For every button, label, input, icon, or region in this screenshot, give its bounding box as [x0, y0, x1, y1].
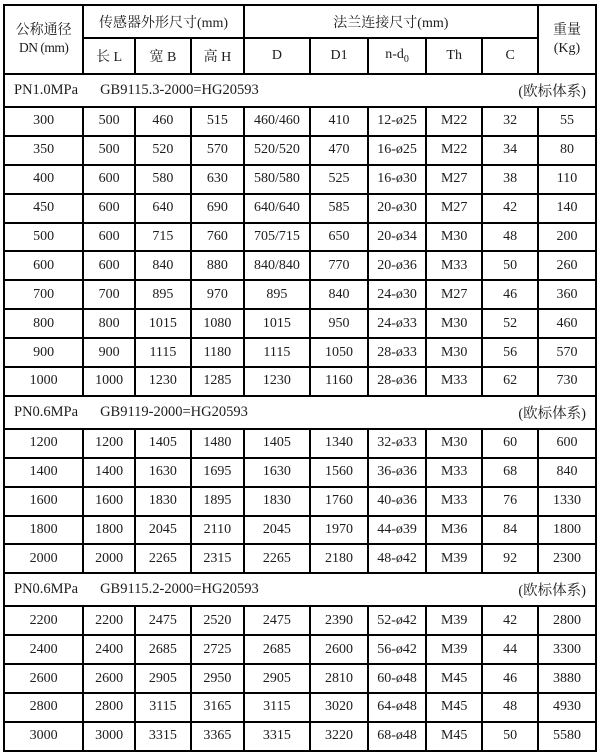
th-cell: M30: [426, 338, 482, 367]
th-cell: M45: [426, 664, 482, 693]
bolt-holes-prefix: n-d: [385, 47, 404, 63]
dn-cell: 500: [4, 223, 83, 252]
d1-cell: 2390: [310, 606, 368, 635]
dn-cell: 1400: [4, 458, 83, 487]
bolt-holes-cell: 20-ø30: [368, 194, 426, 223]
bolt-holes-cell: 20-ø36: [368, 251, 426, 280]
weight-cell: 1800: [538, 516, 596, 545]
d-cell: 3315: [244, 722, 310, 751]
c-cell: 50: [482, 251, 538, 280]
length-cell: 700: [83, 280, 135, 309]
height-cell: 2950: [191, 664, 244, 693]
c-cell: 76: [482, 487, 538, 516]
th-cell: M30: [426, 429, 482, 458]
bolt-holes-cell: 16-ø30: [368, 165, 426, 194]
dn-cell: 700: [4, 280, 83, 309]
d1-cell: 1970: [310, 516, 368, 545]
dn-cell: 2800: [4, 693, 83, 722]
pressure-rating: PN0.6MPa: [14, 403, 79, 420]
d1-cell: 1160: [310, 367, 368, 396]
col-header-c: C: [482, 38, 538, 74]
height-cell: 760: [191, 223, 244, 252]
th-cell: M22: [426, 107, 482, 136]
d1-cell: 1760: [310, 487, 368, 516]
section-header: [5, 402, 595, 423]
table-row: [4, 136, 596, 165]
height-cell: 690: [191, 194, 244, 223]
th-cell: M39: [426, 544, 482, 573]
width-cell: 2045: [135, 516, 191, 545]
width-cell: 2265: [135, 544, 191, 573]
d1-cell: 410: [310, 107, 368, 136]
d1-cell: 650: [310, 223, 368, 252]
d1-cell: 770: [310, 251, 368, 280]
col-header-height: 高 H: [191, 38, 244, 74]
bolt-holes-cell: 40-ø36: [368, 487, 426, 516]
weight-cell: 460: [538, 309, 596, 338]
standard-system: (欧标体系): [518, 84, 586, 100]
height-cell: 880: [191, 251, 244, 280]
bolt-holes-cell: 24-ø30: [368, 280, 426, 309]
d1-cell: 525: [310, 165, 368, 194]
table-body: [4, 74, 596, 751]
dn-cell: 1600: [4, 487, 83, 516]
table-row: [4, 223, 596, 252]
length-cell: 2600: [83, 664, 135, 693]
section-header-cell: [4, 396, 596, 429]
col-header-d: D: [244, 38, 310, 74]
height-cell: 630: [191, 165, 244, 194]
d-cell: 3115: [244, 693, 310, 722]
d-cell: 640/640: [244, 194, 310, 223]
width-cell: 460: [135, 107, 191, 136]
dn-cell: 800: [4, 309, 83, 338]
length-cell: 600: [83, 223, 135, 252]
section-row: [4, 396, 596, 429]
width-cell: 640: [135, 194, 191, 223]
d-cell: 580/580: [244, 165, 310, 194]
d-cell: 2475: [244, 606, 310, 635]
width-cell: 715: [135, 223, 191, 252]
th-cell: M33: [426, 367, 482, 396]
weight-cell: 140: [538, 194, 596, 223]
table-row: [4, 367, 596, 396]
bolt-holes-subscript: 0: [403, 53, 409, 65]
d-cell: 2045: [244, 516, 310, 545]
table-row: [4, 280, 596, 309]
length-cell: 2400: [83, 635, 135, 664]
height-cell: 570: [191, 136, 244, 165]
weight-cell: 3880: [538, 664, 596, 693]
table-row: [4, 487, 596, 516]
weight-cell: 1330: [538, 487, 596, 516]
dn-cell: 600: [4, 251, 83, 280]
width-cell: 1230: [135, 367, 191, 396]
d-cell: 1015: [244, 309, 310, 338]
weight-cell: 5580: [538, 722, 596, 751]
length-cell: 900: [83, 338, 135, 367]
dn-cell: 2600: [4, 664, 83, 693]
height-cell: 970: [191, 280, 244, 309]
table-row: [4, 693, 596, 722]
table-row: [4, 606, 596, 635]
c-cell: 52: [482, 309, 538, 338]
height-cell: 515: [191, 107, 244, 136]
dn-cell: 300: [4, 107, 83, 136]
weight-cell: 600: [538, 429, 596, 458]
c-cell: 56: [482, 338, 538, 367]
width-cell: 1630: [135, 458, 191, 487]
standard-code: GB9115.2-2000=HG20593: [100, 581, 259, 598]
table-row: [4, 165, 596, 194]
weight-cell: 55: [538, 107, 596, 136]
width-cell: 1405: [135, 429, 191, 458]
bolt-holes-cell: 16-ø25: [368, 136, 426, 165]
c-cell: 48: [482, 693, 538, 722]
dn-cell: 1800: [4, 516, 83, 545]
width-cell: 1115: [135, 338, 191, 367]
d-cell: 840/840: [244, 251, 310, 280]
th-cell: M30: [426, 309, 482, 338]
table-row: [4, 722, 596, 751]
bolt-holes-cell: 48-ø42: [368, 544, 426, 573]
standard-system: (欧标体系): [518, 583, 586, 600]
weight-label: 重量: [552, 23, 581, 38]
d-cell: 460/460: [244, 107, 310, 136]
height-cell: 3365: [191, 722, 244, 751]
bolt-holes-cell: 52-ø42: [368, 606, 426, 635]
d1-cell: 2810: [310, 664, 368, 693]
c-cell: 60: [482, 429, 538, 458]
d-cell: 1115: [244, 338, 310, 367]
length-cell: 600: [83, 251, 135, 280]
length-cell: 2800: [83, 693, 135, 722]
dn-cell: 2000: [4, 544, 83, 573]
d-cell: 1630: [244, 458, 310, 487]
th-cell: M27: [426, 194, 482, 223]
c-cell: 34: [482, 136, 538, 165]
section-header: [5, 579, 595, 600]
c-cell: 42: [482, 194, 538, 223]
length-cell: 600: [83, 194, 135, 223]
table-row: [4, 194, 596, 223]
d1-cell: 585: [310, 194, 368, 223]
height-cell: 3165: [191, 693, 244, 722]
bolt-holes-cell: 24-ø33: [368, 309, 426, 338]
weight-cell: 80: [538, 136, 596, 165]
d-cell: 1405: [244, 429, 310, 458]
length-cell: 500: [83, 136, 135, 165]
col-group-flange-dimensions: 法兰连接尺寸(mm): [244, 5, 538, 38]
bolt-holes-cell: 44-ø39: [368, 516, 426, 545]
dn-cell: 450: [4, 194, 83, 223]
length-cell: 1600: [83, 487, 135, 516]
d-cell: 705/715: [244, 223, 310, 252]
dn-cell: 2400: [4, 635, 83, 664]
width-cell: 2475: [135, 606, 191, 635]
length-cell: 2000: [83, 544, 135, 573]
d1-cell: 470: [310, 136, 368, 165]
pressure-rating: PN1.0MPa: [14, 82, 79, 98]
dn-cell: 1000: [4, 367, 83, 396]
bolt-holes-cell: 20-ø34: [368, 223, 426, 252]
c-cell: 68: [482, 458, 538, 487]
weight-cell: 4930: [538, 693, 596, 722]
bolt-holes-cell: 56-ø42: [368, 635, 426, 664]
height-cell: 1480: [191, 429, 244, 458]
bolt-holes-cell: 36-ø36: [368, 458, 426, 487]
d1-cell: 1560: [310, 458, 368, 487]
bolt-holes-cell: 28-ø36: [368, 367, 426, 396]
d-cell: 895: [244, 280, 310, 309]
weight-cell: 840: [538, 458, 596, 487]
d-cell: 2685: [244, 635, 310, 664]
width-cell: 840: [135, 251, 191, 280]
height-cell: 2520: [191, 606, 244, 635]
height-cell: 1695: [191, 458, 244, 487]
weight-cell: 200: [538, 223, 596, 252]
weight-cell: 730: [538, 367, 596, 396]
width-cell: 580: [135, 165, 191, 194]
table-row: [4, 309, 596, 338]
length-cell: 1000: [83, 367, 135, 396]
width-cell: 3315: [135, 722, 191, 751]
nominal-diameter-unit: DN (mm): [18, 39, 69, 55]
dn-cell: 2200: [4, 606, 83, 635]
width-cell: 3115: [135, 693, 191, 722]
c-cell: 46: [482, 664, 538, 693]
table-row: [4, 544, 596, 573]
length-cell: 2200: [83, 606, 135, 635]
c-cell: 92: [482, 544, 538, 573]
col-header-bolt-holes: [368, 38, 426, 74]
standard-code: GB9119-2000=HG20593: [100, 403, 248, 420]
c-cell: 48: [482, 223, 538, 252]
standard-system: (欧标体系): [518, 405, 586, 422]
length-cell: 500: [83, 107, 135, 136]
dn-cell: 3000: [4, 722, 83, 751]
col-header-width: 宽 B: [135, 38, 191, 74]
weight-cell: 2300: [538, 544, 596, 573]
th-cell: M30: [426, 223, 482, 252]
table-row: [4, 458, 596, 487]
weight-cell: 110: [538, 165, 596, 194]
height-cell: 1080: [191, 309, 244, 338]
c-cell: 84: [482, 516, 538, 545]
height-cell: 2725: [191, 635, 244, 664]
col-header-nominal-diameter: [4, 5, 83, 74]
section-row: [4, 573, 596, 606]
width-cell: 895: [135, 280, 191, 309]
th-cell: M39: [426, 635, 482, 664]
c-cell: 38: [482, 165, 538, 194]
bolt-holes-cell: 60-ø48: [368, 664, 426, 693]
dn-cell: 1200: [4, 429, 83, 458]
flange-dimension-table: [3, 4, 597, 752]
d1-cell: 2600: [310, 635, 368, 664]
pressure-rating: PN0.6MPa: [14, 581, 79, 598]
d1-cell: 2180: [310, 544, 368, 573]
weight-unit: (Kg): [553, 40, 581, 56]
th-cell: M33: [426, 487, 482, 516]
d1-cell: 840: [310, 280, 368, 309]
d-cell: 1230: [244, 367, 310, 396]
bolt-holes-cell: 68-ø48: [368, 722, 426, 751]
th-cell: M27: [426, 280, 482, 309]
col-header-weight: [538, 5, 596, 74]
height-cell: 1285: [191, 367, 244, 396]
bolt-holes-cell: 64-ø48: [368, 693, 426, 722]
d1-cell: 3020: [310, 693, 368, 722]
width-cell: 2905: [135, 664, 191, 693]
width-cell: 2685: [135, 635, 191, 664]
table-row: [4, 107, 596, 136]
th-cell: M45: [426, 693, 482, 722]
dn-cell: 400: [4, 165, 83, 194]
th-cell: M22: [426, 136, 482, 165]
width-cell: 1015: [135, 309, 191, 338]
section-header-cell: [4, 573, 596, 606]
dn-cell: 900: [4, 338, 83, 367]
c-cell: 32: [482, 107, 538, 136]
height-cell: 2315: [191, 544, 244, 573]
height-cell: 1895: [191, 487, 244, 516]
th-cell: M39: [426, 606, 482, 635]
col-header-length: 长 L: [83, 38, 135, 74]
bolt-holes-cell: 12-ø25: [368, 107, 426, 136]
weight-cell: 3300: [538, 635, 596, 664]
bolt-holes-cell: 32-ø33: [368, 429, 426, 458]
nominal-diameter-label: 公称通径: [15, 23, 72, 39]
d1-cell: 950: [310, 309, 368, 338]
weight-cell: 360: [538, 280, 596, 309]
table-row: [4, 251, 596, 280]
c-cell: 44: [482, 635, 538, 664]
height-cell: 1180: [191, 338, 244, 367]
th-cell: M27: [426, 165, 482, 194]
c-cell: 46: [482, 280, 538, 309]
weight-cell: 2800: [538, 606, 596, 635]
width-cell: 1830: [135, 487, 191, 516]
d-cell: 520/520: [244, 136, 310, 165]
table-row: [4, 429, 596, 458]
height-cell: 2110: [191, 516, 244, 545]
length-cell: 800: [83, 309, 135, 338]
section-row: [4, 74, 596, 107]
length-cell: 600: [83, 165, 135, 194]
c-cell: 50: [482, 722, 538, 751]
d-cell: 2265: [244, 544, 310, 573]
table-header: [4, 5, 596, 74]
weight-cell: 260: [538, 251, 596, 280]
bolt-holes-cell: 28-ø33: [368, 338, 426, 367]
d1-cell: 3220: [310, 722, 368, 751]
d-cell: 1830: [244, 487, 310, 516]
table-row: [4, 516, 596, 545]
section-header-cell: [4, 74, 596, 107]
c-cell: 62: [482, 367, 538, 396]
d1-cell: 1050: [310, 338, 368, 367]
th-cell: M33: [426, 251, 482, 280]
weight-cell: 570: [538, 338, 596, 367]
length-cell: 1400: [83, 458, 135, 487]
th-cell: M45: [426, 722, 482, 751]
c-cell: 42: [482, 606, 538, 635]
d1-cell: 1340: [310, 429, 368, 458]
d-cell: 2905: [244, 664, 310, 693]
th-cell: M33: [426, 458, 482, 487]
width-cell: 520: [135, 136, 191, 165]
dn-cell: 350: [4, 136, 83, 165]
table-row: [4, 635, 596, 664]
col-group-sensor-dimensions: 传感器外形尺寸(mm): [83, 5, 243, 38]
col-header-th: Th: [426, 38, 482, 74]
length-cell: 3000: [83, 722, 135, 751]
length-cell: 1800: [83, 516, 135, 545]
table-row: [4, 338, 596, 367]
standard-code: GB9115.3-2000=HG20593: [100, 82, 259, 98]
length-cell: 1200: [83, 429, 135, 458]
th-cell: M36: [426, 516, 482, 545]
table-row: [4, 664, 596, 693]
section-header: [5, 80, 595, 101]
col-header-d1: D1: [310, 38, 368, 74]
